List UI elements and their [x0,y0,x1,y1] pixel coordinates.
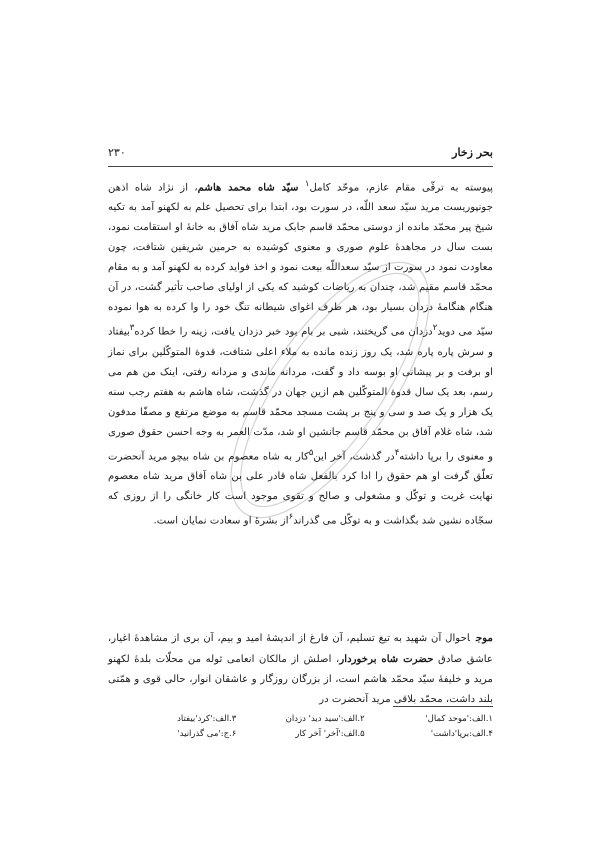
footnote-ref: ۵ [308,447,314,458]
section-term: موج [475,632,493,644]
text-run: پیوسته به ترقّی مقام عازم، موحّد کامل [309,182,493,194]
footnote-row [108,727,493,742]
text-run: در گذشت، آخر این [313,451,395,463]
person-name: حضرت شاه برخوردار [339,653,434,665]
footnote: ۳.الف:'کرد'بیفتاد [177,714,237,724]
footnotes [108,712,493,742]
running-header [108,146,493,164]
footnote-row [108,712,493,727]
person-name: سیّد شاه محمد هاشم [197,181,299,194]
text-run: کار به شاه معصوم بن شاه بیچو مرید آنحضرت تعلّق گرفت او هم حقوق را ادا کرد بالفعل شاه قادر علی بن شاه آفاق مرید شاه معصوم نهایت غربت و توکّل و مشغولی و صالح و تقوی موجود است کار خانگی را از روزی که سجّاده نشین شد بگذاشت و به توکّل می گذراند [108,451,493,527]
footnote-ref: ۶ [288,512,294,523]
footnote: ۱.الف:'موحد کمال' [425,714,493,724]
book-title: بحر زخار [452,146,493,159]
footnote-ref: ۴ [394,447,400,458]
page-number: ۲۳۰ [108,146,126,159]
footnote: ۶.ج:'می گذرانید' [177,729,237,739]
footnote-ref: ۱ [304,179,310,189]
text-run: دزدان می گریختند، شبی بر بام بود خبر دزدان یافت، زینه را خطا کرده [134,326,433,338]
text-run: از بشرهٔ او سعادت نمایان است. [153,515,289,527]
text-run: ، از نژاد شاه اذهن جونپوریست مرید سیّد سعد اللّه، در سورت بود، ابتدا برای تحصیل علم به لکهنو آمد به تکیه شیخ پیر محمّد مانده از دوستی محمّد قاسم جابک مرید شاه آفاق به خانهٔ او استقامت نمود، بست سال در مجاهدهٔ علوم صوری و معنوی کوشیده به حرمین شریفین شتافت، چون معاودت نمود در سورت از سیّد سعداللّه بیعت نمود و اخذ فواید کرده به لکهنو آمد و به مقام محمّد قاسم مقیم شد، چندان به ریاضات کوشید که یکی از اولیای صاحب تأثیر گشت، در آن هنگام هنگامهٔ دزدان بسیار بود، هر طرف اغوای شیطانه تنگ خود را وا کرده به هوا نموده سیّد می دوید [108,182,494,338]
text-run: بیفتاد و سرش پاره پاره شد، یک روز زنده مانده به ملاء اعلی شتافت، قدوة المتوکّلین برای نماز او برفت و بر پیشانی او بوسه داد و گفت، مردانه ماندی و مردانه رفتی، اینک من هم می رسم، بعد یک سال قدوة المتوکّلین هم ازین جهان در گذشت، شاه هاشم به هفتم رجب سنه یک هزار و یک صد و سی و پنج بر پشت مسجد محمّد قاسم به موضع مرتفع و مصفّا مدفون شد، شاه غلام آفاق بن محمّد قاسم جانشین او شد، مدّت العمر به وجه احسن حقوق صوری و معنوی را برپا داشته [108,326,494,463]
footnote: ۵.الف:'آخر' آخر کار [295,729,365,739]
footnote: ۴.الف:برپا'داشت' [430,729,493,739]
footnote-ref: ۲ [432,323,438,334]
main-paragraph [108,174,493,532]
header-rule [108,166,493,167]
text-run: احوال آن شهید به تیغ تسلیم، آن فارغ از اندیشهٔ امید و بیم، آن بری از مشاهدهٔ اغیار، عاشق صادق [108,633,493,665]
footnote: ۲.الف:'سید دید' دزدان [285,714,365,724]
footnote-ref: ۳ [129,323,135,334]
footnote-rule [393,706,493,707]
text-run: ، اصلش از مالکان انعامی ثوله من محلّات بلدهٔ لکهنو مرید و خلیفهٔ سیّد محمّد هاشم است، از بزرگان روزگار و عاشقان انوار، حالی قوی و همّتی بلند داشت، محمّد بلاقی مرید آنحضرت در [108,654,493,705]
section-paragraph [108,628,493,710]
